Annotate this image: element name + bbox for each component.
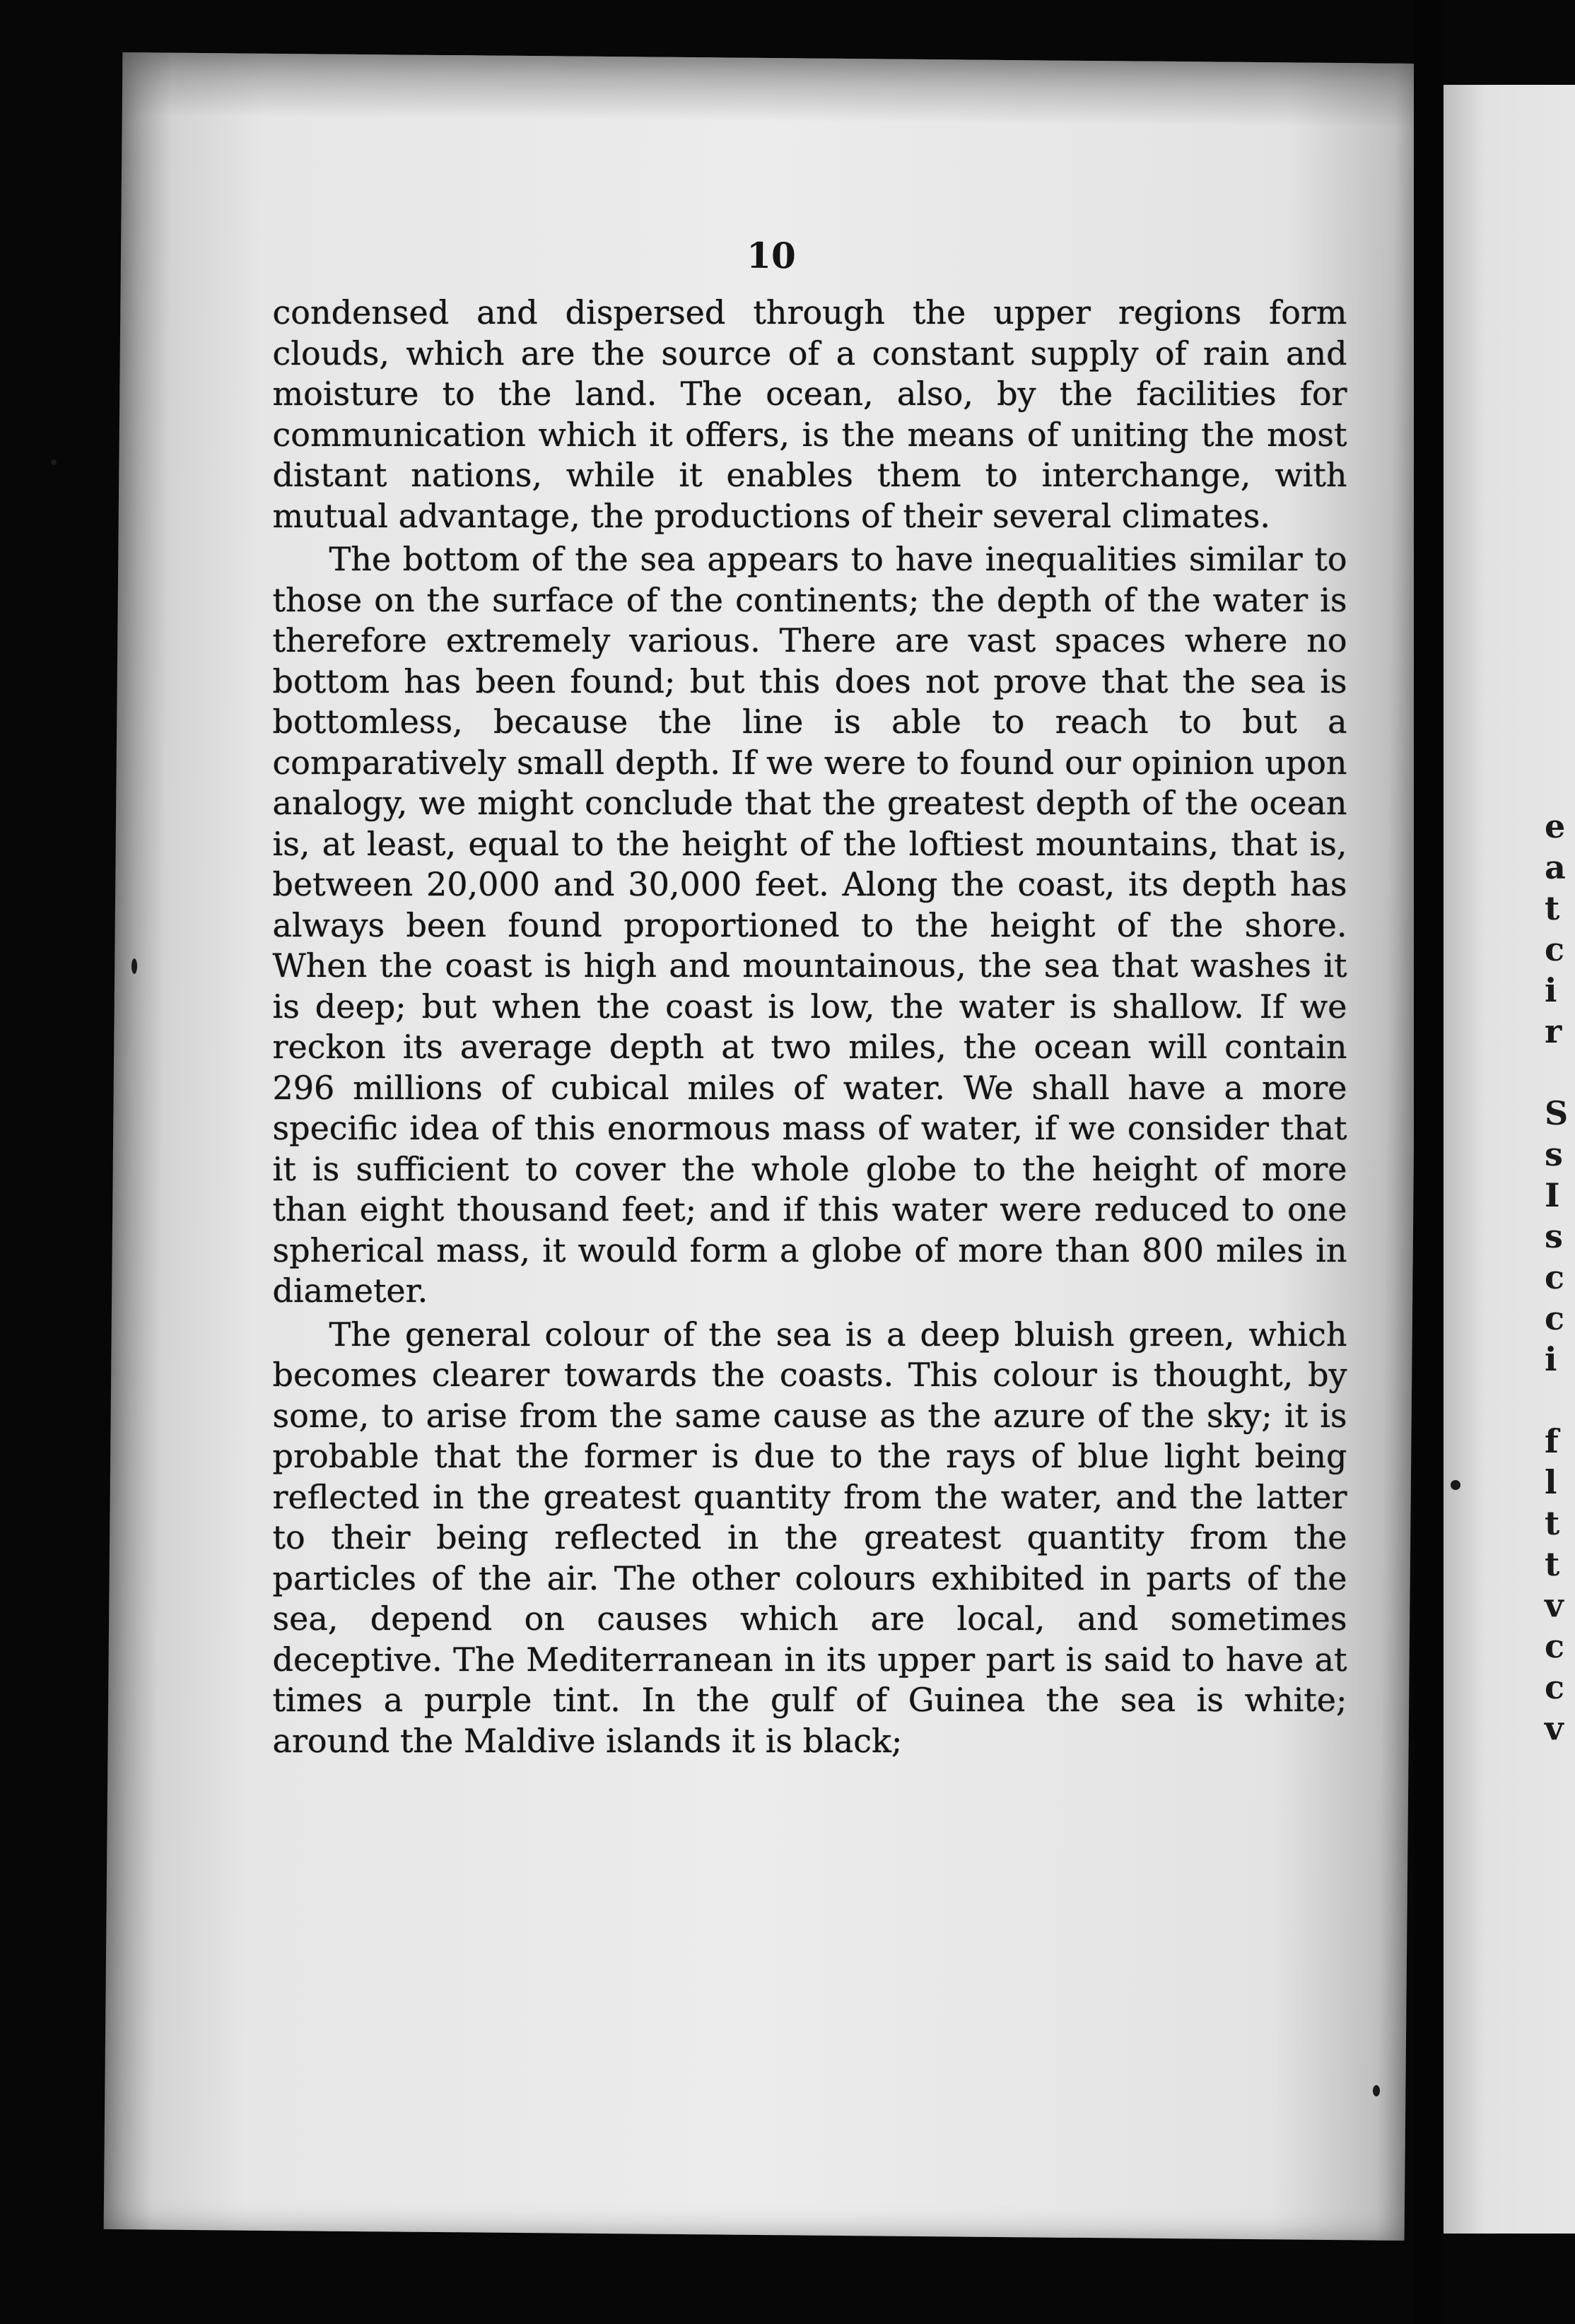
- paragraph-1: condensed and dispersed through the upper regions form clouds, which are the source of a constant supply of rain and moisture to the land. The ocean, also, by the facilities for communication which it offers, is the means of uniting the most distant nations, while it enables them to interchange, with mutual advantage, the productions of their several climates.: [272, 293, 1347, 535]
- facing-letter: t: [1545, 889, 1560, 927]
- ink-speck: [131, 958, 137, 974]
- paragraph-2: The bottom of the sea appears to have inequalities similar to those on the surface of the continents; the depth of the water is therefore extremely various. There are vast spaces where no bottom has been found; but this does not prove that the sea is bottomless, because the line is able to reach to but a comparatively small depth. If we were to found our opinion upon analogy, we might conclude that the greatest depth of the ocean is, at least, equal to the height of the loftiest mountains, that is, between 20,000 and 30,000 feet. Along the coast, its depth has always been found proportioned to the height of the shore. When the coast is high and mountainous, the sea that washes it is deep; but when the coast is low, the water is shallow. If we reckon its average depth at two miles, the ocean will contain 296 millions of cubical miles of water. We shall have a more specific idea of this enormous mass of water, if we consider that it is sufficient to cover the whole globe to the height of more than eight thousand feet; and if this water were reduced to one spherical mass, it would form a globe of more than 800 miles in diameter.: [272, 539, 1347, 1310]
- facing-letter: s: [1545, 1217, 1563, 1255]
- page-number: 10: [746, 234, 797, 277]
- facing-letter: [1545, 1052, 1573, 1093]
- facing-page-letters: [1545, 806, 1573, 1749]
- facing-letter: v: [1545, 1709, 1564, 1747]
- facing-letter: i: [1545, 1340, 1557, 1378]
- facing-letter: c: [1545, 1627, 1565, 1665]
- paragraph-3: The general colour of the sea is a deep bluish green, which becomes clearer towards the coasts. This colour is thought, by some, to arise from the same cause as the azure of the sky; it is probable that the former is due to the rays of blue light being reflected in the greatest quantity from the water, and the latter to their being reflected in the greatest quantity from the particles of the air. The other colours exhibited in parts of the sea, depend on causes which are local, and sometimes deceptive. The Mediterranean in its upper part is said to have at times a purple tint. In the gulf of Guinea the sea is white; around the Maldive islands it is black;: [272, 1315, 1347, 1760]
- book-page: [104, 52, 1424, 2241]
- facing-letter: e: [1545, 807, 1566, 845]
- ink-speck: [1373, 2085, 1380, 2096]
- page-top-shadow: [122, 52, 1424, 127]
- facing-letter: f: [1545, 1422, 1559, 1460]
- page-body-text: [273, 293, 1347, 1761]
- facing-letter: s: [1545, 1135, 1563, 1173]
- facing-letter: I: [1545, 1176, 1560, 1214]
- facing-letter: [1545, 1380, 1573, 1421]
- facing-letter: i: [1545, 971, 1557, 1009]
- facing-letter: c: [1545, 1299, 1565, 1337]
- book-gutter: [1414, 0, 1444, 2324]
- facing-letter: t: [1545, 1545, 1560, 1583]
- facing-letter: r: [1545, 1012, 1562, 1050]
- ink-speck: [51, 459, 57, 465]
- facing-letter: v: [1545, 1586, 1564, 1624]
- facing-letter: a: [1545, 848, 1566, 886]
- facing-letter: c: [1545, 1258, 1565, 1296]
- ink-speck: [1451, 1480, 1460, 1490]
- facing-letter: c: [1545, 1668, 1565, 1706]
- facing-letter: c: [1545, 930, 1565, 968]
- facing-letter: l: [1545, 1463, 1557, 1501]
- facing-letter: t: [1545, 1504, 1560, 1542]
- facing-letter: S: [1545, 1094, 1569, 1132]
